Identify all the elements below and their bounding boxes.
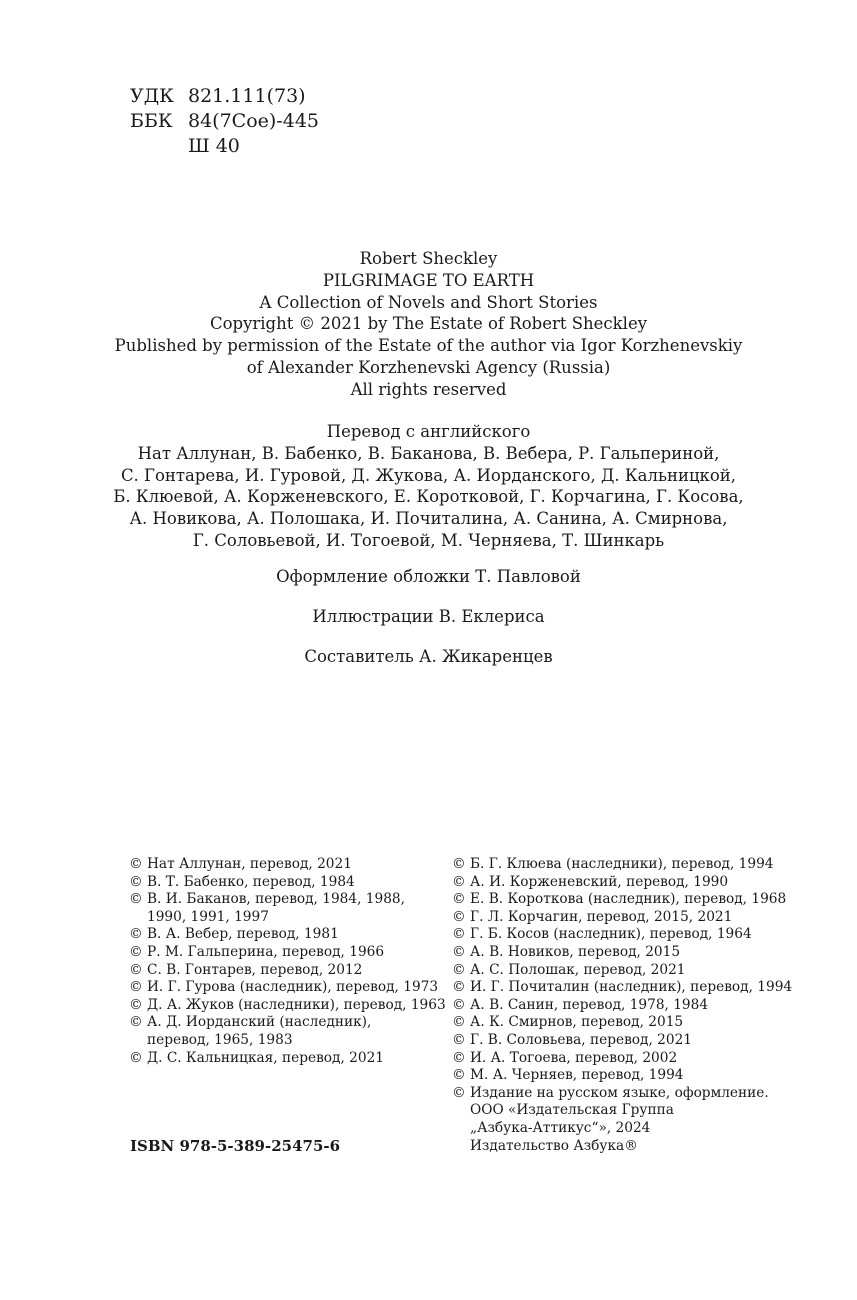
copyright-symbol: ©: [129, 873, 143, 890]
copyright-line: Нат Аллунан, перевод, 2021: [147, 856, 352, 872]
copyright-entry: [129, 979, 446, 997]
copyright-line: В. Т. Бабенко, перевод, 1984: [147, 873, 355, 890]
copyright-line: В. И. Баканов, перевод, 1984, 1988,: [147, 891, 405, 908]
credit-copyright: Copyright © 2021 by The Estate of Robert Sheckley: [209, 314, 648, 334]
udk-label: УДК: [130, 85, 174, 107]
copyright-line: Издательство Азбука®: [470, 1137, 638, 1154]
translation-heading: Перевод с английского: [326, 422, 531, 441]
copyright-entry: [452, 1050, 792, 1068]
copyright-entry: [452, 1032, 792, 1050]
copyright-symbol: ©: [129, 856, 143, 872]
copyright-symbol: ©: [452, 1014, 466, 1031]
copyright-line: С. В. Гонтарев, перевод, 2012: [147, 961, 363, 978]
bbk-value: 84(7Сое)-445: [188, 110, 319, 132]
copyright-symbol: ©: [129, 943, 143, 960]
copyright-list-right: [452, 856, 792, 1155]
udk-row: [130, 84, 319, 109]
copyright-entry: [129, 856, 446, 874]
copyright-entry: [129, 962, 446, 980]
copyright-entry: [129, 944, 446, 962]
copyright-symbol: ©: [452, 961, 466, 978]
copyright-entry: [452, 891, 792, 909]
credit-agency: of Alexander Korzhenevski Agency (Russia): [246, 357, 611, 377]
copyright-symbol: ©: [452, 908, 466, 925]
copyright-line: В. А. Вебер, перевод, 1981: [147, 926, 339, 943]
copyright-symbol: ©: [452, 873, 466, 890]
cover-design-credit: Оформление обложки Т. Павловой: [276, 567, 581, 586]
copyright-entry: [452, 962, 792, 980]
copyright-entry: [452, 1067, 792, 1085]
credit-subtitle: A Collection of Novels and Short Stories: [259, 292, 598, 312]
copyright-symbol: ©: [129, 979, 143, 996]
copyright-symbol: ©: [452, 996, 466, 1013]
classification-block: [130, 84, 319, 159]
copyright-line: М. А. Черняев, перевод, 1994: [470, 1067, 684, 1084]
copyright-line: Г. Л. Корчагин, перевод, 2015, 2021: [470, 908, 733, 925]
copyright-entry: [452, 979, 792, 997]
copyright-entry: [452, 997, 792, 1015]
copyright-line: А. Д. Иорданский (наследник),: [147, 1014, 372, 1031]
copyright-entry: [129, 891, 446, 926]
copyright-symbol: ©: [452, 1049, 466, 1066]
copyright-entry: [452, 944, 792, 962]
credit-title: PILGRIMAGE TO EARTH: [322, 270, 535, 290]
credit-rights: All rights reserved: [350, 379, 507, 399]
copyright-symbol: ©: [452, 979, 466, 996]
copyright-line: А. В. Санин, перевод, 1978, 1984: [470, 996, 709, 1013]
copyright-entry: [452, 1014, 792, 1032]
copyright-entry: [129, 997, 446, 1015]
copyright-entry: [452, 1085, 792, 1155]
copyright-line: „Азбука-Аттикус“», 2024: [470, 1119, 651, 1136]
copyright-entry: [129, 926, 446, 944]
copyright-entry: [452, 874, 792, 892]
copyright-line: А. И. Корженевский, перевод, 1990: [470, 873, 729, 890]
copyright-symbol: ©: [452, 1067, 466, 1084]
compiler-credit: Составитель А. Жикаренцев: [304, 647, 553, 666]
copyright-entry: [452, 926, 792, 944]
copyright-symbol: ©: [129, 961, 143, 978]
bbk-label: ББК: [130, 110, 173, 132]
copyright-symbol: ©: [452, 1031, 466, 1048]
illustrations-credit: Иллюстрации В. Еклериса: [312, 607, 545, 626]
copyright-symbol: ©: [129, 1049, 143, 1066]
translators-line: Б. Клюевой, А. Корженевского, Е. Коротковой, Г. Корчагина, Г. Косова,: [113, 487, 744, 507]
copyright-line: Р. М. Гальперина, перевод, 1966: [147, 943, 385, 960]
bbk-row: [130, 109, 319, 134]
credit-permission: Published by permission of the Estate of the author via Igor Korzhenevskiy: [114, 336, 743, 356]
copyright-symbol: ©: [129, 1014, 143, 1031]
copyright-line: А. С. Полошак, перевод, 2021: [470, 961, 686, 978]
copyright-line: Д. А. Жуков (наследники), перевод, 1963: [147, 996, 446, 1013]
author-mark: Ш 40: [188, 135, 240, 157]
copyright-entry: [452, 909, 792, 927]
copyright-list-left: [129, 856, 446, 1067]
translation-credits: [0, 421, 857, 552]
isbn: ISBN 978-5-389-25475-6: [130, 1137, 341, 1155]
copyright-line: И. А. Тогоева, перевод, 2002: [470, 1049, 678, 1066]
copyright-symbol: ©: [452, 856, 466, 872]
copyright-line: Д. С. Кальницкая, перевод, 2021: [147, 1049, 384, 1066]
translators-line: Г. Соловьевой, И. Тогоевой, М. Черняева, Т. Шинкарь: [192, 530, 665, 550]
copyright-line: А. К. Смирнов, перевод, 2015: [470, 1014, 684, 1031]
copyright-line: А. В. Новиков, перевод, 2015: [470, 943, 681, 960]
copyright-line: И. Г. Гурова (наследник), перевод, 1973: [147, 979, 439, 996]
copyright-line: Г. В. Соловьева, перевод, 2021: [470, 1031, 692, 1048]
copyright-line: ООО «Издательская Группа: [470, 1102, 674, 1119]
copyright-symbol: ©: [129, 996, 143, 1013]
translators-line: С. Гонтарева, И. Гуровой, Д. Жукова, А. Иорданского, Д. Кальницкой,: [120, 465, 737, 485]
copyright-symbol: ©: [452, 943, 466, 960]
copyright-entry: [129, 1050, 446, 1068]
translators-line: А. Новикова, А. Полошака, И. Почиталина, А. Санина, А. Смирнова,: [129, 509, 728, 529]
udk-value: 821.111(73): [188, 85, 306, 107]
copyright-symbol: ©: [452, 926, 466, 943]
copyright-symbol: ©: [452, 1084, 466, 1101]
original-credits: [0, 248, 857, 401]
copyright-line: Г. Б. Косов (наследник), перевод, 1964: [470, 926, 752, 943]
copyright-symbol: ©: [129, 891, 143, 908]
copyright-line: 1990, 1991, 1997: [147, 908, 269, 925]
copyright-symbol: ©: [452, 891, 466, 908]
copyright-entry: [129, 1014, 446, 1049]
copyright-entry: [129, 874, 446, 892]
copyright-symbol: ©: [129, 926, 143, 943]
copyright-entry: [452, 856, 792, 874]
copyright-line: Издание на русском языке, оформление.: [470, 1084, 769, 1101]
copyright-line: Б. Г. Клюева (наследники), перевод, 1994: [470, 856, 774, 872]
copyright-line: перевод, 1965, 1983: [147, 1031, 293, 1048]
credit-author: Robert Sheckley: [359, 249, 498, 268]
translators-line: Нат Аллунан, В. Бабенко, В. Бакановa, В. Вебера, Р. Гальпериной,: [137, 443, 720, 463]
copyright-line: Е. В. Короткова (наследник), перевод, 1968: [470, 891, 787, 908]
copyright-line: И. Г. Почиталин (наследник), перевод, 1994: [470, 979, 793, 996]
